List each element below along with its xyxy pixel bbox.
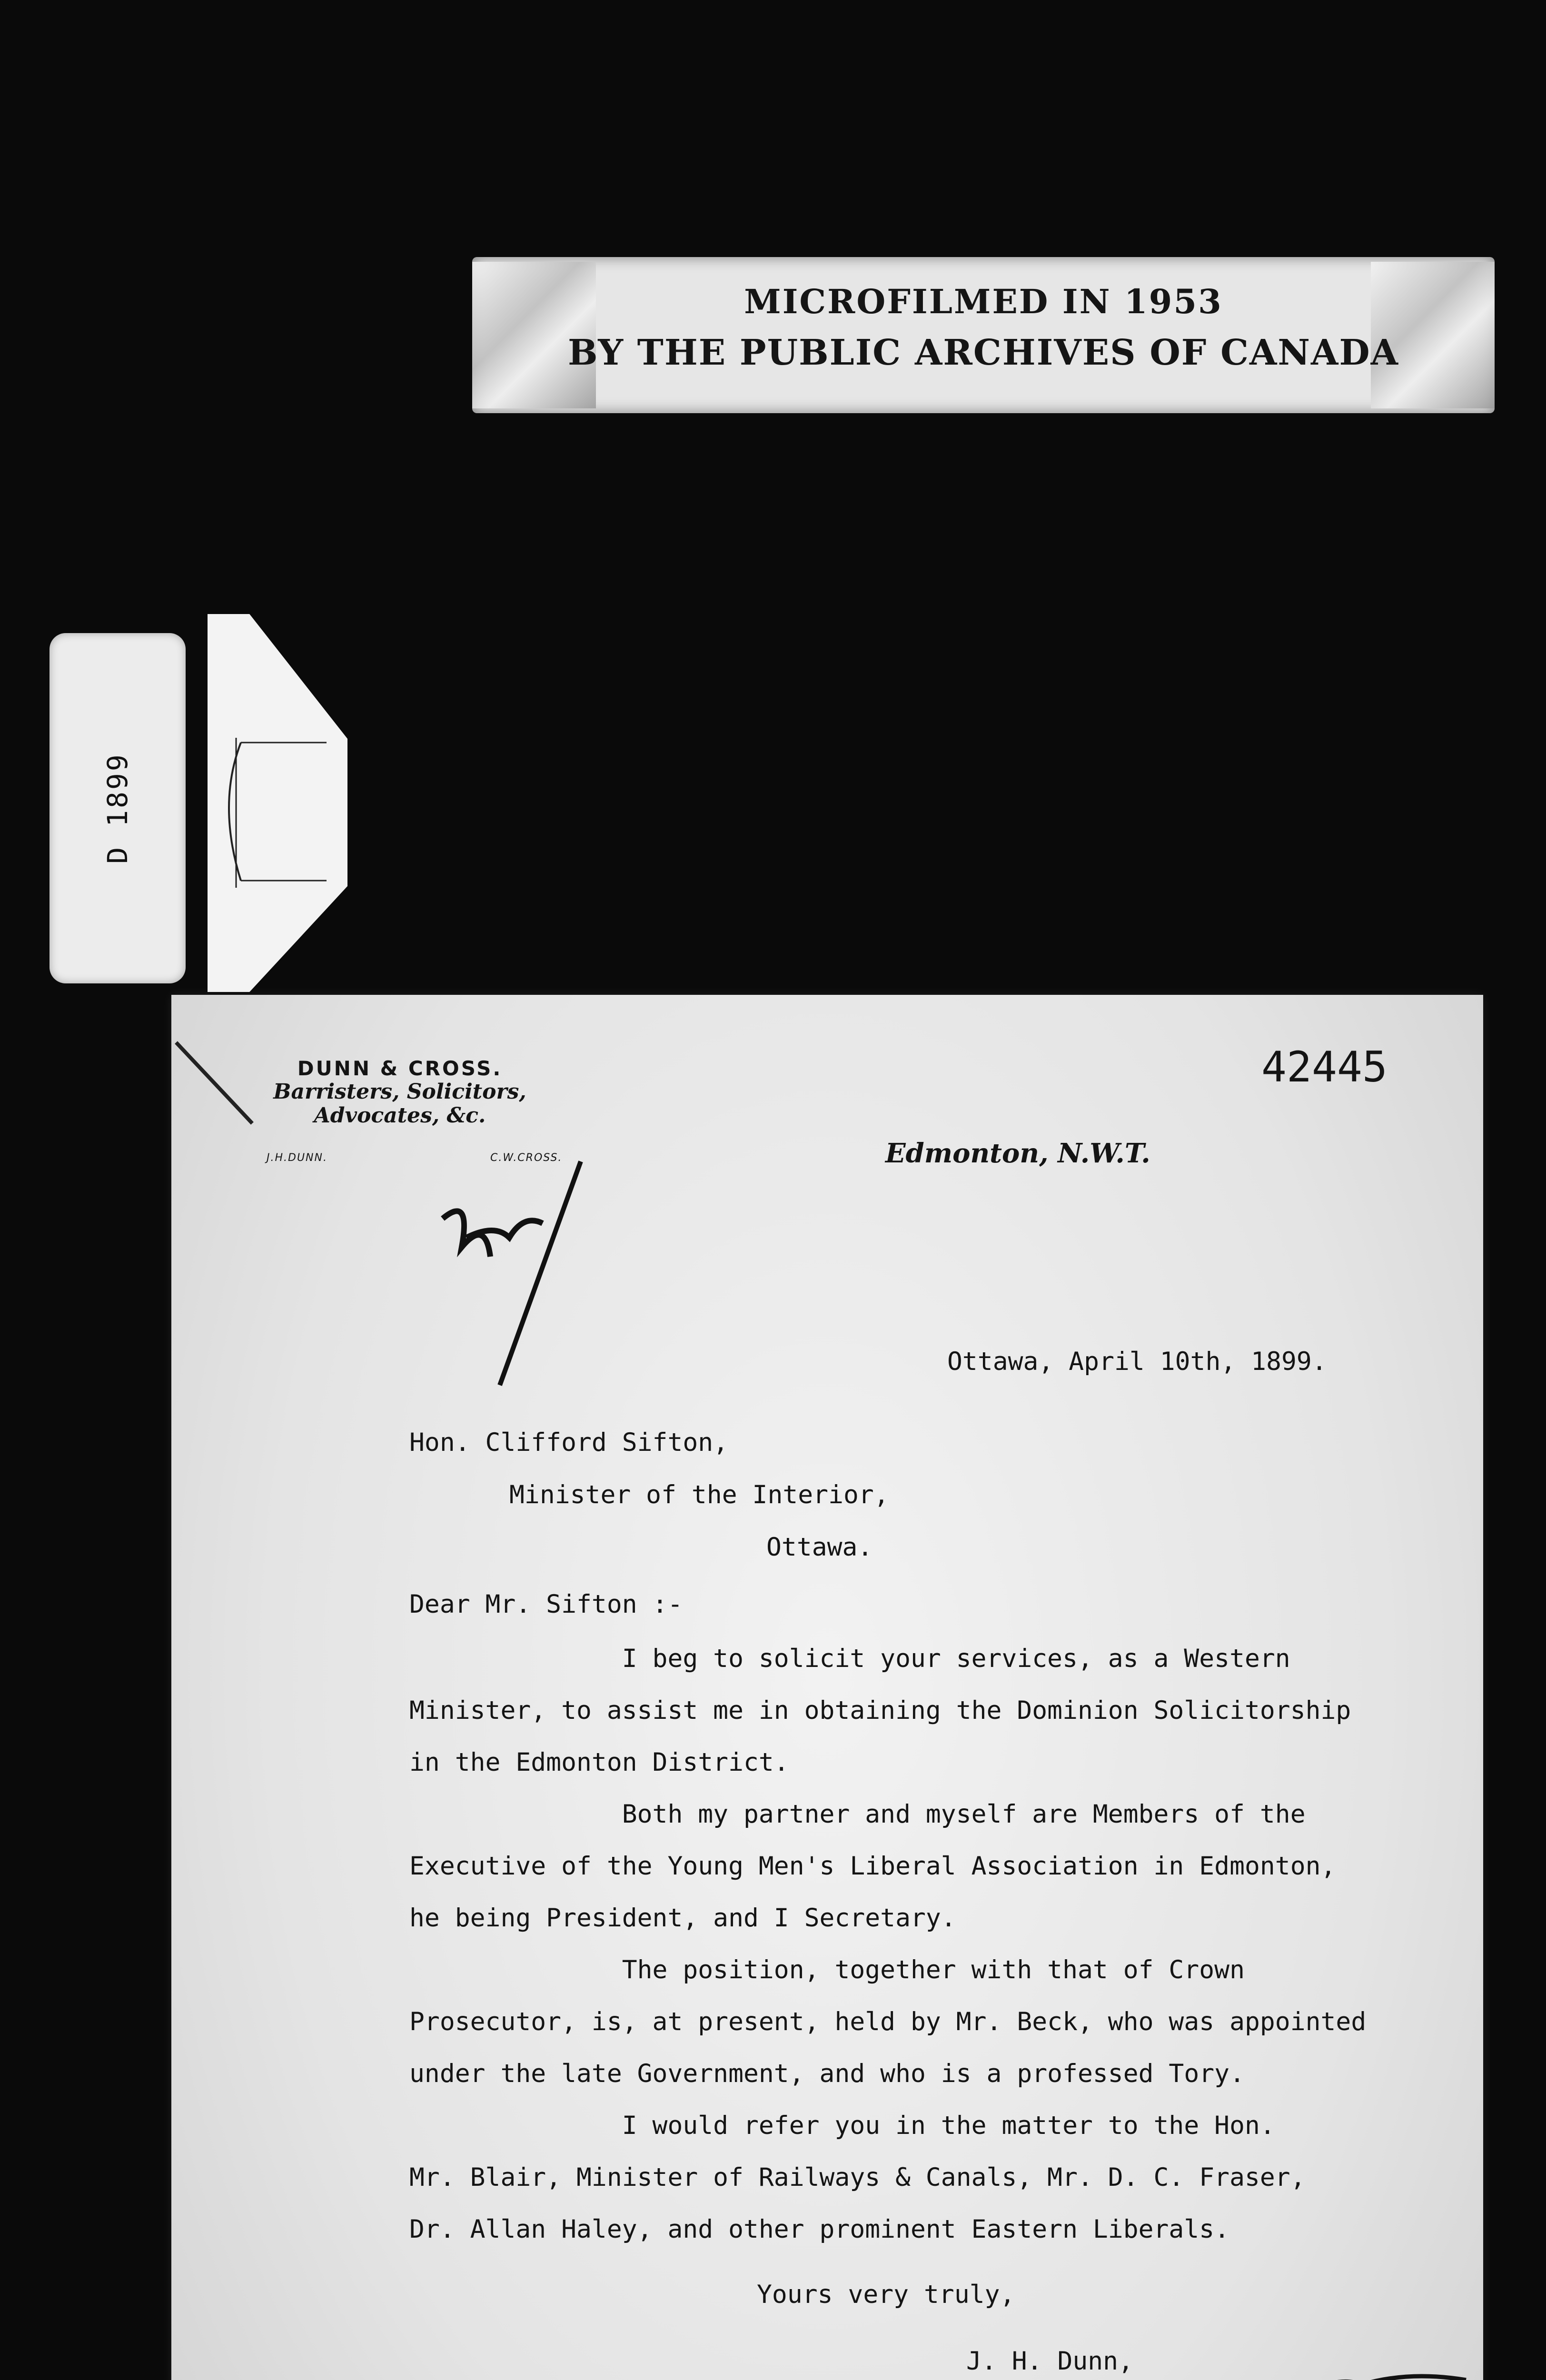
letterhead-partner-2: C.W.CROSS. — [490, 1152, 563, 1164]
folder-tab — [208, 614, 347, 992]
salutation: Dear Mr. Sifton :- — [409, 1590, 683, 1619]
index-card-label: D 1899 — [101, 753, 134, 864]
recipient-line-1: Hon. Clifford Sifton, — [409, 1428, 729, 1457]
letterhead-partner-1: J.H.DUNN. — [267, 1152, 327, 1164]
letterhead-profession-2: Advocates, &c. — [314, 1103, 486, 1128]
letter-date: Ottawa, April 10th, 1899. — [947, 1347, 1327, 1376]
handwritten-initials — [428, 1147, 600, 1395]
paragraph-2: Both my partner and myself are Members of the Executive of the Young Men's Liberal Association in Edmonton, he being President, and I Secretary. — [409, 1800, 1336, 1933]
letter-page — [171, 995, 1483, 2380]
paragraph-1: I beg to solicit your services, as a Western Minister, to assist me in obtaining the Dominion Solicitorship in the Edmonton District. — [409, 1644, 1351, 1777]
handwritten-signature — [885, 2356, 1476, 2380]
banner-line-2: BY THE PUBLIC ARCHIVES OF CANADA — [567, 332, 1399, 373]
corner-stroke — [143, 1033, 314, 1252]
letterhead-profession-1: Barristers, Solicitors, — [273, 1080, 526, 1104]
index-card — [50, 633, 186, 983]
recipient-line-2: Minister of the Interior, — [509, 1480, 889, 1509]
file-number: 42445 — [1261, 1042, 1387, 1091]
letterhead-firm: DUNN & CROSS. — [297, 1057, 503, 1080]
microfilm-banner — [472, 257, 1495, 413]
folder-tab-sketch — [208, 614, 347, 992]
recipient-line-3: Ottawa. — [766, 1533, 873, 1562]
banner-line-1: MICROFILMED IN 1953 — [744, 282, 1223, 321]
paragraph-4: I would refer you in the matter to the Hon. Mr. Blair, Minister of Railways & Canals, Mr. D. C. Fraser, Dr. Allan Haley, and other prominent Eastern Liberals. — [409, 2111, 1306, 2244]
closing: Yours very truly, — [757, 2280, 1015, 2309]
letterhead-place: Edmonton, N.W.T. — [885, 1138, 1150, 1169]
signer-name: J. H. Dunn, — [966, 2347, 1133, 2376]
paragraph-3: The position, together with that of Crown Prosecutor, is, at present, held by Mr. Beck, who was appointed under the late Government, and who is a professed Tory. — [409, 1955, 1367, 2088]
